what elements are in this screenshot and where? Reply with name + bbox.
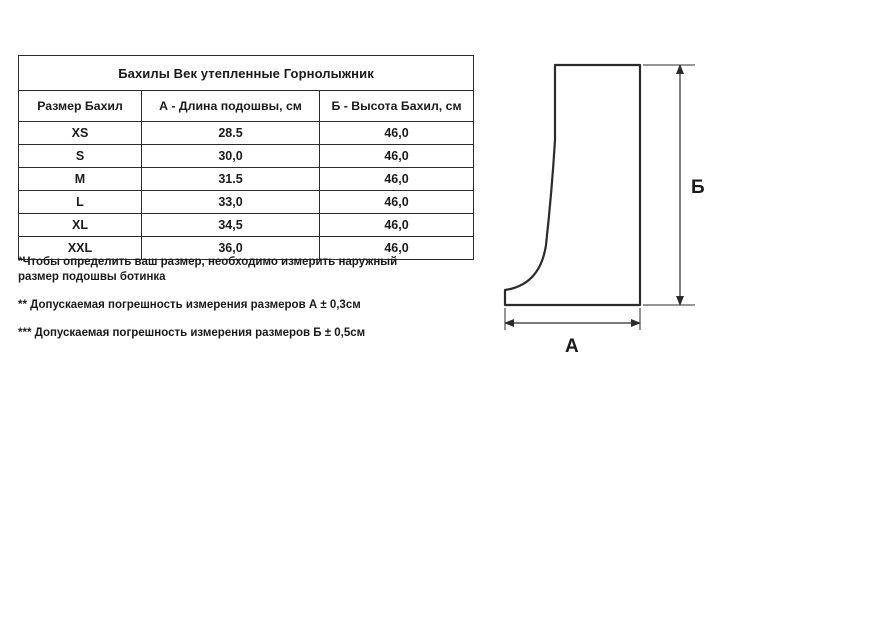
table-row (19, 145, 474, 168)
cell-sole: 31.5 (142, 168, 320, 191)
cell-height: 46,0 (320, 168, 474, 191)
table-title: Бахилы Век утепленные Горнолыжник (19, 56, 474, 91)
table-row (19, 191, 474, 214)
cell-sole: 33,0 (142, 191, 320, 214)
table-header-row (19, 91, 474, 122)
cell-size: XL (19, 214, 142, 237)
cell-height: 46,0 (320, 145, 474, 168)
cell-sole: 36,0 (142, 237, 320, 260)
note-measurement-instruction: *Чтобы определить ваш размер, необходимо измерить наружный размер подошвы ботинка (18, 256, 398, 283)
column-header-height: Б - Высота Бахил, см (320, 91, 474, 122)
cell-size: S (19, 145, 142, 168)
notes-block (18, 255, 458, 354)
cell-height: 46,0 (320, 237, 474, 260)
dimension-label-length: А (565, 336, 579, 357)
table-title-row (19, 56, 474, 91)
cell-height: 46,0 (320, 122, 474, 145)
cell-height: 46,0 (320, 191, 474, 214)
cell-size: L (19, 191, 142, 214)
cell-sole: 28.5 (142, 122, 320, 145)
cell-size: XXL (19, 237, 142, 260)
note-tolerance-height: *** Допускаемая погрешность измерения размеров Б ± 0,5см (18, 327, 366, 339)
cell-size: M (19, 168, 142, 191)
column-header-sole: А - Длина подошвы, см (142, 91, 320, 122)
cell-sole: 34,5 (142, 214, 320, 237)
column-header-size: Размер Бахил (19, 91, 142, 122)
table-row (19, 168, 474, 191)
cell-height: 46,0 (320, 214, 474, 237)
dimension-label-height: Б (691, 177, 705, 198)
table-row (19, 214, 474, 237)
boot-cover-diagram (480, 40, 860, 370)
note-tolerance-length: ** Допускаемая погрешность измерения размеров А ± 0,3см (18, 299, 361, 311)
cell-sole: 30,0 (142, 145, 320, 168)
cell-size: XS (19, 122, 142, 145)
boot-outline (505, 65, 640, 305)
size-chart-table (18, 55, 474, 260)
table-row (19, 122, 474, 145)
